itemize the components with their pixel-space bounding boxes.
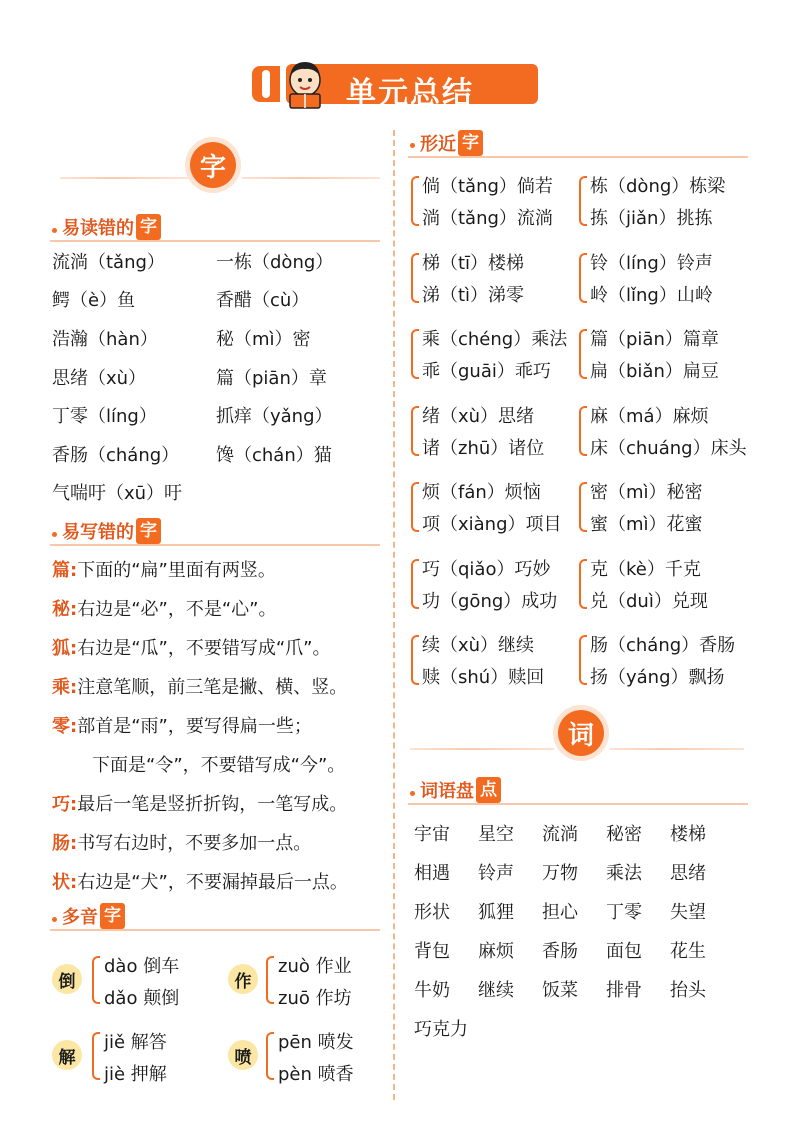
heading-underline <box>50 929 380 931</box>
similar-entry: 乘（chéng）乘法 <box>422 329 568 350</box>
polyphone-char: 作 <box>228 964 258 994</box>
word-item: 牛奶 <box>414 980 450 1001</box>
polyphone-reading: jiè 押解 <box>104 1064 167 1085</box>
brace <box>579 559 587 609</box>
polyphone-reading: zuō 作坊 <box>278 988 352 1009</box>
easy-write-item: 状:右边是“犬”，不要漏掉最后一点。 <box>52 872 348 893</box>
easy-read-right-1: 一栋（dòng） <box>216 252 334 273</box>
similar-entry: 倘（tǎng）倘若 <box>422 176 553 197</box>
similar-entry: 密（mì）秘密 <box>590 482 703 503</box>
word-item: 丁零 <box>606 902 642 923</box>
brace <box>92 956 100 1004</box>
word-item: 香肠 <box>542 941 578 962</box>
similar-entry: 乖（guāi）乖巧 <box>422 361 551 382</box>
column-divider <box>393 130 395 1100</box>
word-item: 思绪 <box>670 863 706 884</box>
similar-entry: 栋（dòng）栋梁 <box>590 176 726 197</box>
similar-entry: 续（xù）继续 <box>422 635 535 656</box>
similar-entry: 巧（qiǎo）巧妙 <box>422 558 551 580</box>
polyphone-reading: jiě 解答 <box>104 1032 167 1053</box>
easy-read-heading <box>62 214 161 240</box>
similar-entry: 梯（tī）楼梯 <box>422 252 525 274</box>
similar-entry: 赎（shú）赎回 <box>422 667 545 688</box>
polyphone-char: 解 <box>52 1040 82 1070</box>
section-rule-left <box>410 748 554 750</box>
word-item: 星空 <box>478 824 514 845</box>
word-item: 饭菜 <box>542 980 578 1001</box>
heading-underline <box>408 803 748 805</box>
easy-read-left-2: 鳄（è）鱼 <box>52 290 136 311</box>
brace <box>411 482 419 532</box>
brace <box>92 1032 100 1080</box>
brace <box>411 635 419 685</box>
words-heading-text: 词语盘 <box>420 781 474 802</box>
easy-read-left-1: 流淌（tǎng） <box>52 252 165 273</box>
polyphone-heading-text: 多音 <box>62 907 98 928</box>
polyphone-char: 倒 <box>52 964 82 994</box>
heading-dot <box>52 228 57 233</box>
easy-write-item: 下面是“令”，不要错写成“今”。 <box>92 755 346 776</box>
word-item: 排骨 <box>606 980 642 1001</box>
easy-write-heading <box>62 518 161 544</box>
heading-dot <box>410 143 415 148</box>
easy-read-right-6: 馋（chán）猫 <box>216 445 332 466</box>
easy-read-right-3: 秘（mì）密 <box>216 329 311 350</box>
word-item: 抬头 <box>670 980 706 1001</box>
similar-entry: 床（chuáng）床头 <box>590 437 747 459</box>
word-item: 背包 <box>414 941 450 962</box>
word-item: 流淌 <box>542 824 578 845</box>
similar-entry: 诸（zhū）诸位 <box>422 437 545 459</box>
similar-entry: 铃（líng）铃声 <box>590 252 713 274</box>
word-item: 巧克力 <box>414 1019 468 1040</box>
heading-dot <box>52 532 57 537</box>
section-heading-ci: 词 <box>558 710 604 756</box>
polyphone-reading: dào 倒车 <box>104 956 180 977</box>
word-item: 形状 <box>414 902 450 923</box>
easy-read-right-5: 抓痒（yǎng） <box>216 406 333 427</box>
polyphone-heading-box: 字 <box>100 903 125 929</box>
similar-entry: 克（kè）千克 <box>590 558 701 580</box>
similar-entry: 淌（tǎng）流淌 <box>422 208 553 229</box>
easy-read-heading-text: 易读错的 <box>62 218 134 239</box>
similar-entry: 拣（jiǎn）挑拣 <box>590 208 713 229</box>
brace <box>411 329 419 379</box>
word-item: 继续 <box>478 980 514 1001</box>
similar-entry: 项（xiàng）项目 <box>422 514 562 535</box>
word-item: 花生 <box>670 941 706 962</box>
similar-entry: 篇（piān）篇章 <box>590 329 719 350</box>
easy-read-left-6: 香肠（cháng） <box>52 445 180 466</box>
brace <box>579 253 587 303</box>
section-rule-right <box>242 177 380 179</box>
similar-entry: 麻（má）麻烦 <box>590 405 709 427</box>
easy-read-left-7: 气喘吁（xū）吁 <box>52 483 183 504</box>
words-heading <box>420 777 501 803</box>
similar-entry: 蜜（mì）花蜜 <box>590 514 703 535</box>
heading-dot <box>410 791 415 796</box>
section-rule-right <box>610 748 744 750</box>
brace <box>579 406 587 456</box>
heading-underline <box>408 156 748 158</box>
easy-write-item: 篇:下面的“扁”里面有两竖。 <box>52 560 276 581</box>
heading-underline <box>50 544 380 546</box>
similar-entry: 岭（lǐng）山岭 <box>590 284 713 306</box>
similar-entry: 绪（xù）思绪 <box>422 405 535 427</box>
reading-boy-icon <box>280 56 330 110</box>
page-banner <box>252 62 538 111</box>
similar-entry: 功（gōng）成功 <box>422 590 558 612</box>
polyphone-reading: pèn 喷香 <box>278 1064 354 1085</box>
polyphone-char: 喷 <box>228 1040 258 1070</box>
easy-write-item: 乘:注意笔顺，前三笔是撇、横、竖。 <box>52 677 348 698</box>
word-item: 铃声 <box>478 863 514 884</box>
similar-entry: 扁（biǎn）扁豆 <box>590 361 719 382</box>
similar-entry: 扬（yáng）飘扬 <box>590 667 725 688</box>
page-title: 单元总结 <box>346 76 474 111</box>
words-heading-box: 点 <box>476 777 501 803</box>
word-item: 乘法 <box>606 863 642 884</box>
easy-read-heading-box: 字 <box>136 214 161 240</box>
brace <box>411 559 419 609</box>
brace <box>579 329 587 379</box>
similar-heading-box: 字 <box>458 130 483 156</box>
polyphone-reading: dǎo 颠倒 <box>104 988 180 1009</box>
easy-read-right-4: 篇（piān）章 <box>216 368 327 389</box>
easy-write-heading-box: 字 <box>136 518 161 544</box>
section-rule-left <box>60 177 188 179</box>
word-item: 相遇 <box>414 863 450 884</box>
word-item: 面包 <box>606 941 642 962</box>
brace <box>411 406 419 456</box>
easy-write-item: 零:部首是“雨”，要写得扁一些； <box>52 716 312 737</box>
word-item: 万物 <box>542 863 578 884</box>
word-item: 秘密 <box>606 824 642 845</box>
easy-read-right-2: 香醋（cù） <box>216 290 310 311</box>
polyphone-reading: pēn 喷发 <box>278 1032 354 1053</box>
brace <box>411 176 419 226</box>
easy-write-item: 狐:右边是“瓜”，不要错写成“爪”。 <box>52 638 331 659</box>
similar-entry: 烦（fán）烦恼 <box>422 482 541 503</box>
easy-write-item: 巧:最后一笔是竖折折钩，一笔写成。 <box>52 794 348 815</box>
easy-write-item: 肠:书写右边时，不要多加一点。 <box>52 833 312 854</box>
brace <box>266 956 274 1004</box>
word-item: 失望 <box>670 902 706 923</box>
easy-write-item: 秘:右边是“必”，不是“心”。 <box>52 599 277 620</box>
similar-heading <box>420 130 483 156</box>
banner-cap <box>252 66 280 102</box>
easy-read-left-4: 思绪（xù） <box>52 368 147 389</box>
heading-dot <box>52 917 57 922</box>
brace <box>579 176 587 226</box>
brace <box>266 1032 274 1080</box>
similar-entry: 涕（tì）涕零 <box>422 284 525 306</box>
word-item: 楼梯 <box>670 824 706 845</box>
easy-read-left-5: 丁零（líng） <box>52 406 157 427</box>
polyphone-heading <box>62 903 125 929</box>
brace <box>579 635 587 685</box>
section-heading-zi: 字 <box>190 142 236 188</box>
brace <box>411 253 419 303</box>
word-item: 狐狸 <box>478 902 514 923</box>
similar-heading-text: 形近 <box>420 134 456 155</box>
heading-underline <box>50 240 380 242</box>
brace <box>579 482 587 532</box>
easy-read-left-3: 浩瀚（hàn） <box>52 329 158 350</box>
polyphone-reading: zuò 作业 <box>278 956 352 977</box>
similar-entry: 兑（duì）兑现 <box>590 590 708 612</box>
easy-write-heading-text: 易写错的 <box>62 522 134 543</box>
word-item: 宇宙 <box>414 824 450 845</box>
word-item: 麻烦 <box>478 941 514 962</box>
word-item: 担心 <box>542 902 578 923</box>
similar-entry: 肠（cháng）香肠 <box>590 635 736 656</box>
